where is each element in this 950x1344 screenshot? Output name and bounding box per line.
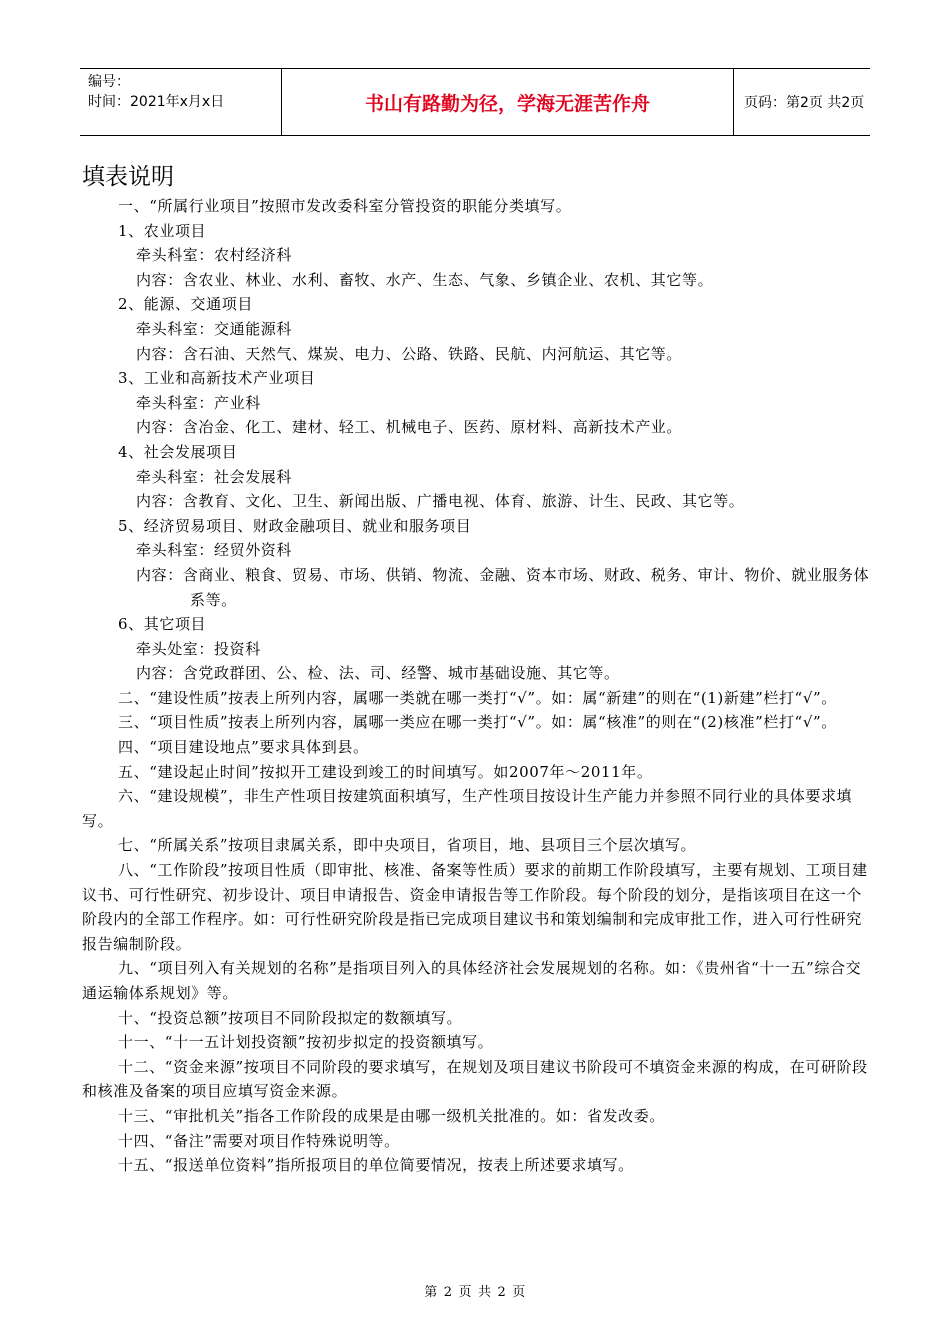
- page-title: 填表说明: [82, 164, 174, 190]
- instruction-line: 内容：含冶金、化工、建材、轻工、机械电子、医药、原材料、高新技术产业。: [136, 418, 683, 437]
- instruction-line: 内容：含教育、文化、卫生、新闻出版、广播电视、体育、旅游、计生、民政、其它等。: [136, 492, 745, 511]
- instruction-line: 九、“项目列入有关规划的名称”是指项目列入的具体经济社会发展规划的名称。如：《贵州省“十一五”综合交通运输体系规划》等。: [82, 959, 862, 1002]
- header-page-label: 页码：第2页 共2页: [744, 95, 865, 111]
- document-date-label: 时间：2021年x月x日: [88, 94, 225, 110]
- instruction-line: 内容：含农业、林业、水利、畜牧、水产、生态、气象、乡镇企业、农机、其它等。: [136, 270, 714, 289]
- instruction-line: 四、“项目建设地点”要求具体到县。: [118, 738, 369, 757]
- instruction-line: 牵头科室：社会发展科: [136, 467, 293, 486]
- instruction-line: 牵头科室：农村经济科: [136, 246, 293, 265]
- footer-suffix: 页: [512, 1285, 526, 1300]
- instruction-line: 五、“建设起止时间”按拟开工建设到竣工的时间填写。如2007年～2011年。: [118, 762, 653, 781]
- footer-current-page: 2: [443, 1285, 453, 1300]
- instruction-line: 八、“工作阶段”按项目性质（即审批、核准、备案等性质）要求的前期工作阶段填写，主要有规划、工项目建议书、可行性研究、初步设计、项目申请报告、资金申请报告等工作阶段。每个阶段的划分，是指该项目在这一个阶段内的全部工作程序。如：可行性研究阶段是指已完成项目建议书和策划编制和完成审批工作，进入可行性研究报告编制阶段。: [82, 861, 868, 953]
- page-header: [80, 68, 870, 136]
- page-footer: [0, 1281, 950, 1300]
- instruction-line: 2、能源、交通项目: [118, 295, 253, 314]
- instruction-line: 十四、“备注”需要对项目作特殊说明等。: [118, 1131, 400, 1150]
- instruction-line: 十一、“十一五计划投资额”按初步拟定的投资额填写。: [118, 1033, 494, 1052]
- instruction-line: 内容：含党政群团、公、检、法、司、经警、城市基础设施、其它等。: [136, 664, 620, 683]
- instruction-line: 牵头处室：投资科: [136, 639, 261, 658]
- instruction-line: 十、“投资总额”按项目不同阶段拟定的数额填写。: [118, 1008, 463, 1027]
- instruction-line: 6、其它项目: [118, 615, 207, 634]
- instruction-line: 内容：含商业、粮食、贸易、市场、供销、物流、金融、资本市场、财政、税务、审计、物价、就业服务体系等。: [136, 565, 870, 609]
- instruction-line: 牵头科室：经贸外资科: [136, 541, 293, 560]
- instruction-line: 3、工业和高新技术产业项目: [118, 369, 316, 388]
- instruction-line: 牵头科室：交通能源科: [136, 319, 293, 338]
- footer-total-word: 共: [478, 1285, 492, 1300]
- footer-page-word: 页: [458, 1285, 472, 1300]
- instructions-body: [82, 194, 872, 1178]
- instruction-line: 二、“建设性质”按表上所列内容，属哪一类就在哪一类打“√”。如：属“新建”的则在“(1)新建”栏打“√”。: [118, 688, 837, 707]
- footer-prefix: 第: [424, 1285, 438, 1300]
- instruction-line: 六、“建设规模”，非生产性项目按建筑面积填写，生产性项目按设计生产能力并参照不同行业的具体要求填写。: [82, 787, 853, 830]
- header-meta: [80, 69, 282, 135]
- footer-total-pages: 2: [497, 1285, 507, 1300]
- instruction-line: 1、农业项目: [118, 221, 207, 240]
- document-number-label: 编号：: [88, 74, 130, 90]
- instruction-line: 十二、“资金来源”按项目不同阶段的要求填写，在规划及项目建议书阶段可不填资金来源的构成，在可研阶段和核准及备案的项目应填写资金来源。: [82, 1057, 868, 1101]
- instruction-line: 牵头科室：产业科: [136, 393, 261, 412]
- instruction-line: 七、“所属关系”按项目隶属关系，即中央项目，省项目，地、县项目三个层次填写。: [118, 836, 697, 855]
- instruction-line: 5、经济贸易项目、财政金融项目、就业和服务项目: [118, 516, 472, 535]
- header-motto: 书山有路勤为径，学海无涯苦作舟: [282, 69, 734, 135]
- instruction-line: 十三、“审批机关”指各工作阶段的成果是由哪一级机关批准的。如：省发改委。: [118, 1106, 665, 1125]
- instruction-line: 一、“所属行业项目”按照市发改委科室分管投资的职能分类填写。: [118, 197, 572, 215]
- instruction-line: 4、社会发展项目: [118, 442, 238, 461]
- instruction-line: 三、“项目性质”按表上所列内容，属哪一类应在哪一类打“√”。如：属“核准”的则在“(2)核准”栏打“√”。: [118, 713, 837, 732]
- instruction-line: 十五、“报送单位资料”指所报项目的单位简要情况，按表上所述要求填写。: [118, 1156, 634, 1175]
- instruction-line: 内容：含石油、天然气、煤炭、电力、公路、铁路、民航、内河航运、其它等。: [136, 344, 683, 363]
